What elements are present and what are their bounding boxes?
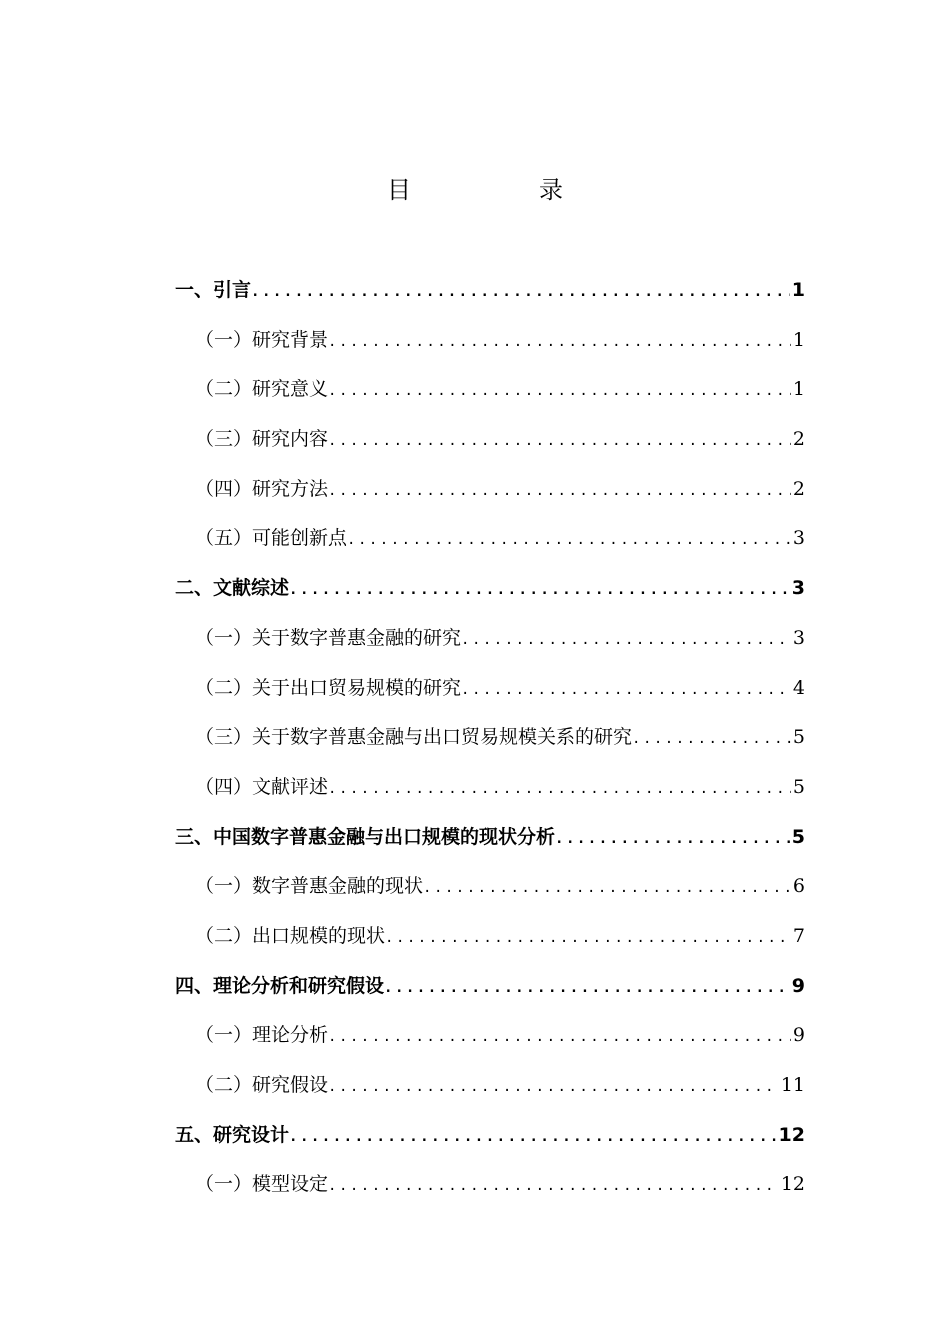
toc-leader-dots (328, 1013, 791, 1061)
toc-entry[interactable] (175, 962, 805, 1012)
toc-leader-dots (328, 1162, 779, 1210)
toc-entry[interactable] (175, 862, 805, 912)
toc-entry-label: 五、研究设计 (175, 1123, 290, 1146)
toc-entry[interactable] (175, 1111, 805, 1161)
toc-page-number: 12 (778, 1123, 805, 1146)
toc-entry[interactable] (175, 316, 805, 366)
toc-entry[interactable] (175, 266, 805, 316)
toc-leader-dots (328, 765, 791, 813)
toc-entry[interactable] (175, 564, 805, 614)
toc-page-number: 6 (792, 875, 805, 898)
toc-page-number: 5 (791, 825, 805, 848)
toc-page-number: 4 (792, 676, 805, 699)
toc-entry[interactable] (175, 415, 805, 465)
toc-leader-dots (632, 715, 791, 763)
toc-entry[interactable] (175, 1160, 805, 1210)
toc-page-number: 1 (792, 378, 805, 401)
toc-page-number: 2 (792, 477, 805, 500)
toc-leader-dots (423, 864, 791, 912)
toc-leader-dots (328, 318, 791, 366)
toc-entry-label: （四）研究方法 (195, 477, 329, 500)
toc-leader-dots (347, 516, 791, 564)
toc-page-number: 9 (791, 974, 805, 997)
toc-entry[interactable] (175, 763, 805, 813)
toc-entry-label: 一、引言 (175, 279, 252, 301)
toc-entry[interactable] (175, 365, 805, 415)
toc-entry-label: （一）关于数字普惠金融的研究 (195, 626, 462, 649)
toc-entry[interactable] (175, 813, 805, 863)
toc-entry[interactable] (175, 465, 805, 515)
toc-leader-dots (251, 268, 790, 316)
toc-entry[interactable] (175, 614, 805, 664)
toc-entry[interactable] (175, 1061, 805, 1111)
toc-leader-dots (328, 367, 791, 415)
toc-page-number: 5 (792, 775, 805, 798)
toc-leader-dots (384, 964, 790, 1012)
toc-page-number: 3 (792, 626, 805, 649)
toc-leader-dots (328, 417, 791, 465)
toc-entry-label: 二、文献综述 (175, 577, 290, 600)
toc-entry-label: （三）研究内容 (195, 428, 329, 451)
toc-entry[interactable] (175, 664, 805, 714)
toc-leader-dots (328, 467, 791, 515)
toc-page-number: 3 (791, 577, 805, 600)
toc-entry-label: （四）文献评述 (195, 775, 329, 798)
toc-entry-label: （二）出口规模的现状 (195, 924, 386, 947)
toc-entry[interactable] (175, 912, 805, 962)
toc-leader-dots (461, 616, 791, 664)
toc-leader-dots (328, 1063, 779, 1111)
table-of-contents (175, 266, 805, 1210)
toc-page-number: 5 (792, 726, 805, 749)
toc-page-number: 1 (792, 328, 805, 351)
toc-entry-label: 三、中国数字普惠金融与出口规模的现状分析 (175, 825, 556, 848)
toc-leader-dots (461, 666, 791, 714)
toc-entry-label: 四、理论分析和研究假设 (175, 974, 385, 997)
toc-entry-label: （一）理论分析 (195, 1024, 329, 1047)
toc-entry-label: （二）研究假设 (195, 1074, 329, 1096)
toc-page-number: 3 (792, 527, 805, 550)
toc-leader-dots (289, 1113, 777, 1161)
toc-page-number: 9 (792, 1024, 805, 1047)
toc-entry-label: （五）可能创新点 (195, 527, 348, 550)
toc-page-number: 1 (791, 279, 805, 301)
toc-leader-dots (555, 815, 790, 863)
toc-leader-dots (385, 914, 791, 962)
toc-page-number: 12 (780, 1173, 805, 1196)
toc-entry[interactable] (175, 713, 805, 763)
toc-entry-label: （一）模型设定 (195, 1173, 329, 1196)
toc-page-number: 11 (780, 1074, 805, 1096)
page-title: 目 录 (387, 176, 615, 204)
toc-entry[interactable] (175, 514, 805, 564)
toc-entry-label: （二）研究意义 (195, 378, 329, 401)
toc-entry-label: （二）关于出口贸易规模的研究 (195, 676, 462, 699)
toc-entry[interactable] (175, 1011, 805, 1061)
toc-page-number: 7 (792, 924, 805, 947)
toc-leader-dots (289, 566, 790, 614)
toc-entry-label: （三）关于数字普惠金融与出口贸易规模关系的研究 (195, 726, 633, 749)
toc-entry-label: （一）数字普惠金融的现状 (195, 875, 424, 898)
toc-page-number: 2 (792, 428, 805, 451)
toc-entry-label: （一）研究背景 (195, 328, 329, 351)
